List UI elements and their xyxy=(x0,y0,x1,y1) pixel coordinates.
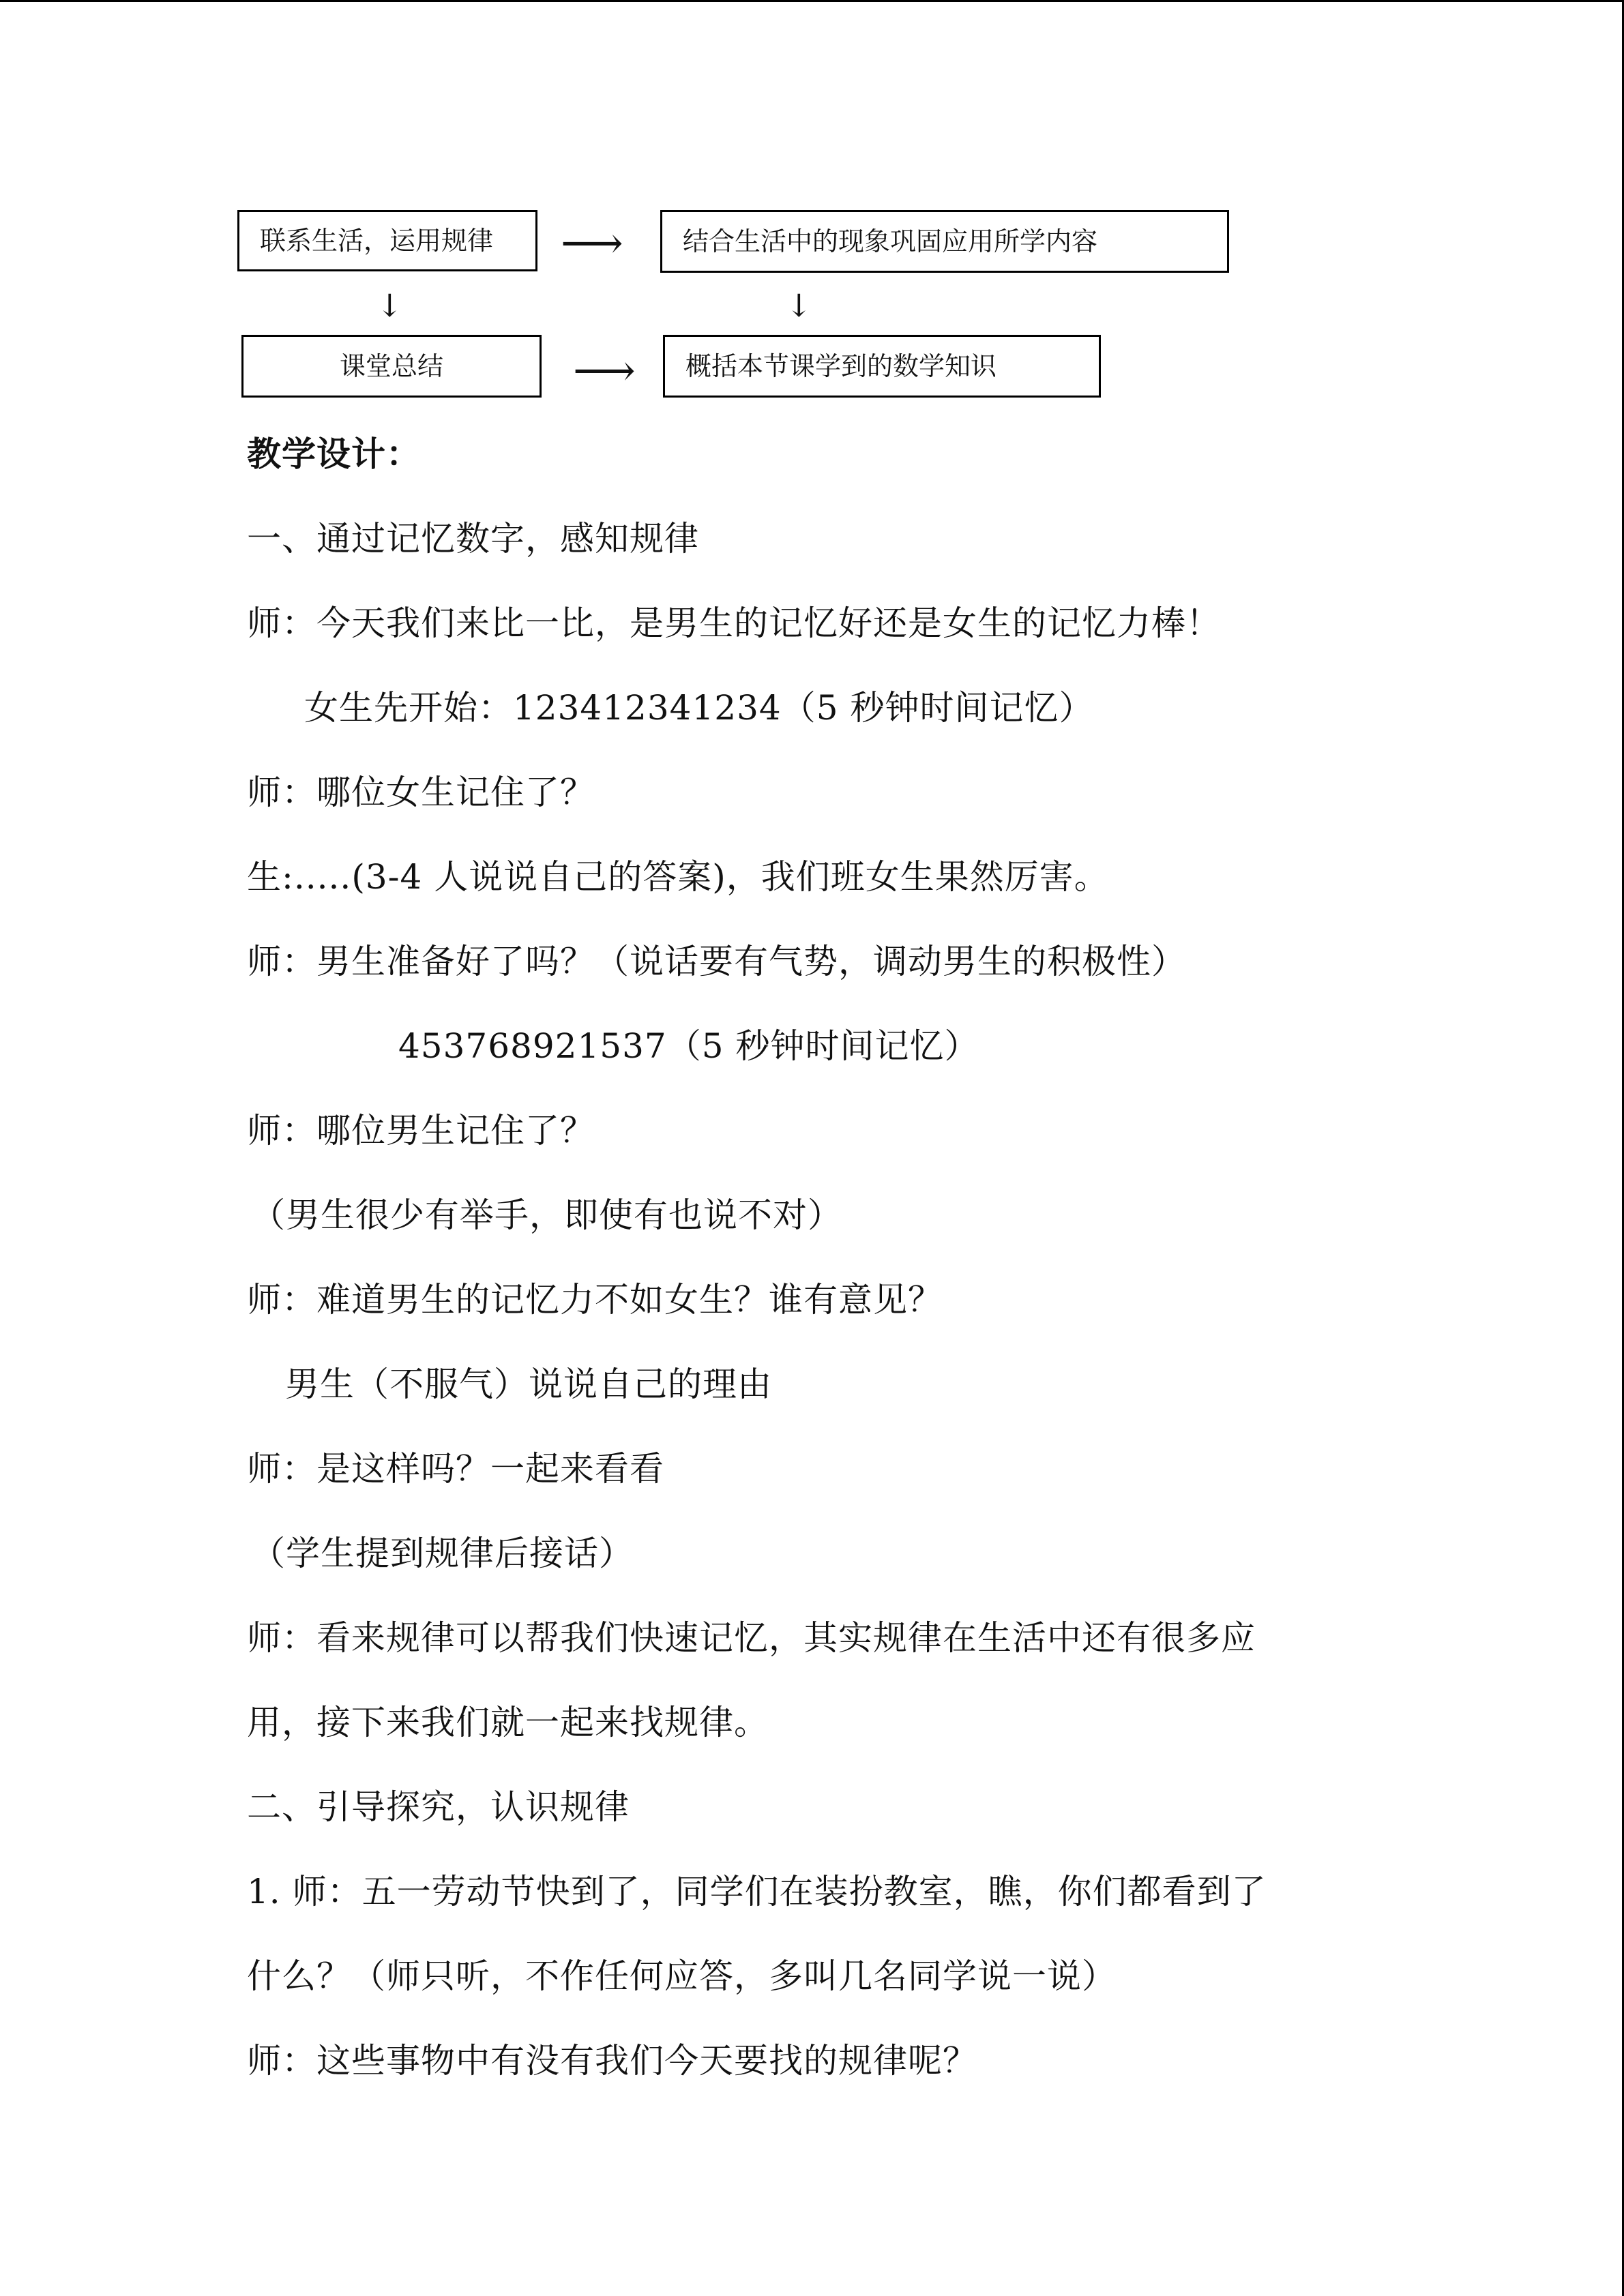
text-line: 生:.....(3-4 人说说自己的答案)，我们班女生果然厉害。 xyxy=(247,857,1109,897)
flow-arrow-right-2: ⟶ xyxy=(573,346,636,396)
text-line: （男生很少有举手，即使有也说不对） xyxy=(251,1195,842,1235)
text-line: （学生提到规律后接话） xyxy=(251,1534,634,1573)
flow-box-summary: 课堂总结 xyxy=(241,335,542,398)
section-heading-1: 一、通过记忆数字，感知规律 xyxy=(247,519,699,558)
text-line: 453768921537（5 秒钟时间记忆） xyxy=(398,1026,979,1066)
flow-box-consolidate: 结合生活中的现象巩固应用所学内容 xyxy=(660,210,1229,273)
flow-box-knowledge: 概括本节课学到的数学知识 xyxy=(663,335,1101,398)
page-top-border xyxy=(0,0,1624,2)
heading-teaching-design: 教学设计： xyxy=(247,434,421,474)
text-line: 什么？（师只听，不作任何应答，多叫几名同学说一说） xyxy=(247,1956,1117,1996)
text-line: 师：哪位女生记住了？ xyxy=(247,773,595,812)
flow-arrow-down-1: ↓ xyxy=(377,287,403,324)
text-line: 用，接下来我们就一起来找规律。 xyxy=(247,1703,769,1742)
flow-box-apply-rules: 联系生活，运用规律 xyxy=(237,210,537,271)
text-line: 师：哪位男生记住了？ xyxy=(247,1111,595,1150)
flow-arrow-down-2: ↓ xyxy=(786,287,812,324)
text-line: 男生（不服气）说说自己的理由 xyxy=(285,1365,772,1404)
flow-arrow-right-1: ⟶ xyxy=(561,218,623,269)
text-line: 师：这些事物中有没有我们今天要找的规律呢？ xyxy=(247,2041,977,2081)
text-line: 1. 师：五一劳动节快到了，同学们在装扮教室，瞧，你们都看到了 xyxy=(247,1872,1267,1911)
text-line: 师：难道男生的记忆力不如女生？谁有意见？ xyxy=(247,1280,943,1320)
text-line: 师：今天我们来比一比，是男生的记忆好还是女生的记忆力棒！ xyxy=(247,603,1221,643)
section-heading-2: 二、引导探究，认识规律 xyxy=(247,1787,630,1827)
text-line: 师：是这样吗？一起来看看 xyxy=(247,1449,664,1489)
text-line: 师：看来规律可以帮我们快速记忆，其实规律在生活中还有很多应 xyxy=(247,1618,1256,1658)
text-line: 女生先开始：123412341234（5 秒钟时间记忆） xyxy=(304,688,1094,728)
text-line: 师：男生准备好了吗？（说话要有气势，调动男生的积极性） xyxy=(247,942,1186,981)
